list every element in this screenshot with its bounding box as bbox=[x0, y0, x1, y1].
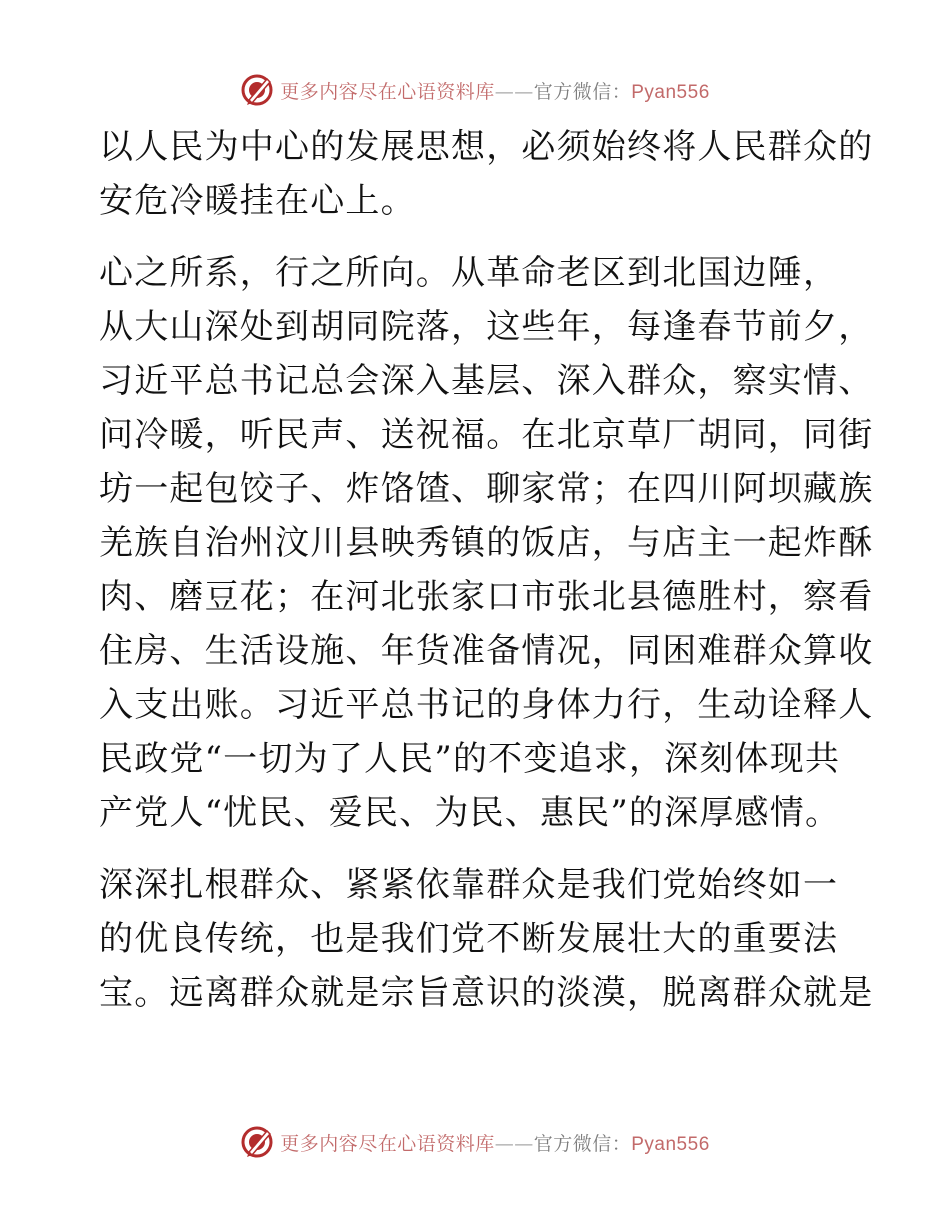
text-line: 以人民为中心的发展思想，必须始终将人民群众的 bbox=[99, 127, 874, 167]
watermark-wechat-id: Pyan556 bbox=[631, 81, 710, 103]
text-line: 坊一起包饺子、炸饹馇、聊家常；在四川阿坝藏族 bbox=[99, 469, 874, 509]
text-line: 习近平总书记总会深入基层、深入群众，察实情、 bbox=[99, 361, 874, 401]
text-line: 羌族自治州汶川县映秀镇的饭店，与店主一起炸酥 bbox=[99, 523, 874, 563]
text-line: 产党人“忧民、爱民、为民、惠民”的深厚感情。 bbox=[99, 793, 841, 833]
text-line: 心之所系，行之所向。从革命老区到北国边陲， bbox=[99, 253, 839, 293]
document-body bbox=[99, 120, 874, 1020]
paragraph-3 bbox=[99, 858, 874, 1020]
pen-logo-icon bbox=[240, 1125, 274, 1159]
watermark-brand: 更多内容尽在心语资料库 bbox=[280, 80, 495, 103]
text-line: 肉、磨豆花；在河北张家口市张北县德胜村，察看 bbox=[99, 577, 874, 617]
header-watermark bbox=[0, 70, 950, 110]
watermark-wechat-id: Pyan556 bbox=[631, 1133, 710, 1155]
text-line: 从大山深处到胡同院落，这些年，每逢春节前夕， bbox=[99, 307, 874, 347]
watermark-dash: —— bbox=[494, 80, 534, 103]
watermark-text bbox=[280, 77, 710, 104]
watermark-dash: —— bbox=[494, 1132, 534, 1155]
watermark-official-label: 官方微信： bbox=[533, 1132, 632, 1155]
watermark-text bbox=[280, 1129, 710, 1156]
footer-watermark bbox=[0, 1122, 950, 1162]
text-line: 的优良传统，也是我们党不断发展壮大的重要法 bbox=[99, 919, 839, 959]
text-line: 住房、生活设施、年货准备情况，同困难群众算收 bbox=[99, 631, 874, 671]
text-line: 宝。远离群众就是宗旨意识的淡漠，脱离群众就是 bbox=[99, 973, 874, 1013]
pen-logo-icon bbox=[240, 73, 274, 107]
watermark-official-label: 官方微信： bbox=[533, 80, 632, 103]
paragraph-1 bbox=[99, 120, 874, 228]
watermark-brand: 更多内容尽在心语资料库 bbox=[280, 1132, 495, 1155]
text-line: 深深扎根群众、紧紧依靠群众是我们党始终如一 bbox=[99, 865, 839, 905]
text-line: 入支出账。习近平总书记的身体力行，生动诠释人 bbox=[99, 685, 874, 725]
text-line: 民政党“一切为了人民”的不变追求，深刻体现共 bbox=[99, 739, 841, 779]
paragraph-2 bbox=[99, 246, 874, 840]
text-line: 问冷暖，听民声、送祝福。在北京草厂胡同，同街 bbox=[99, 415, 874, 455]
text-line: 安危冷暖挂在心上。 bbox=[99, 181, 416, 221]
